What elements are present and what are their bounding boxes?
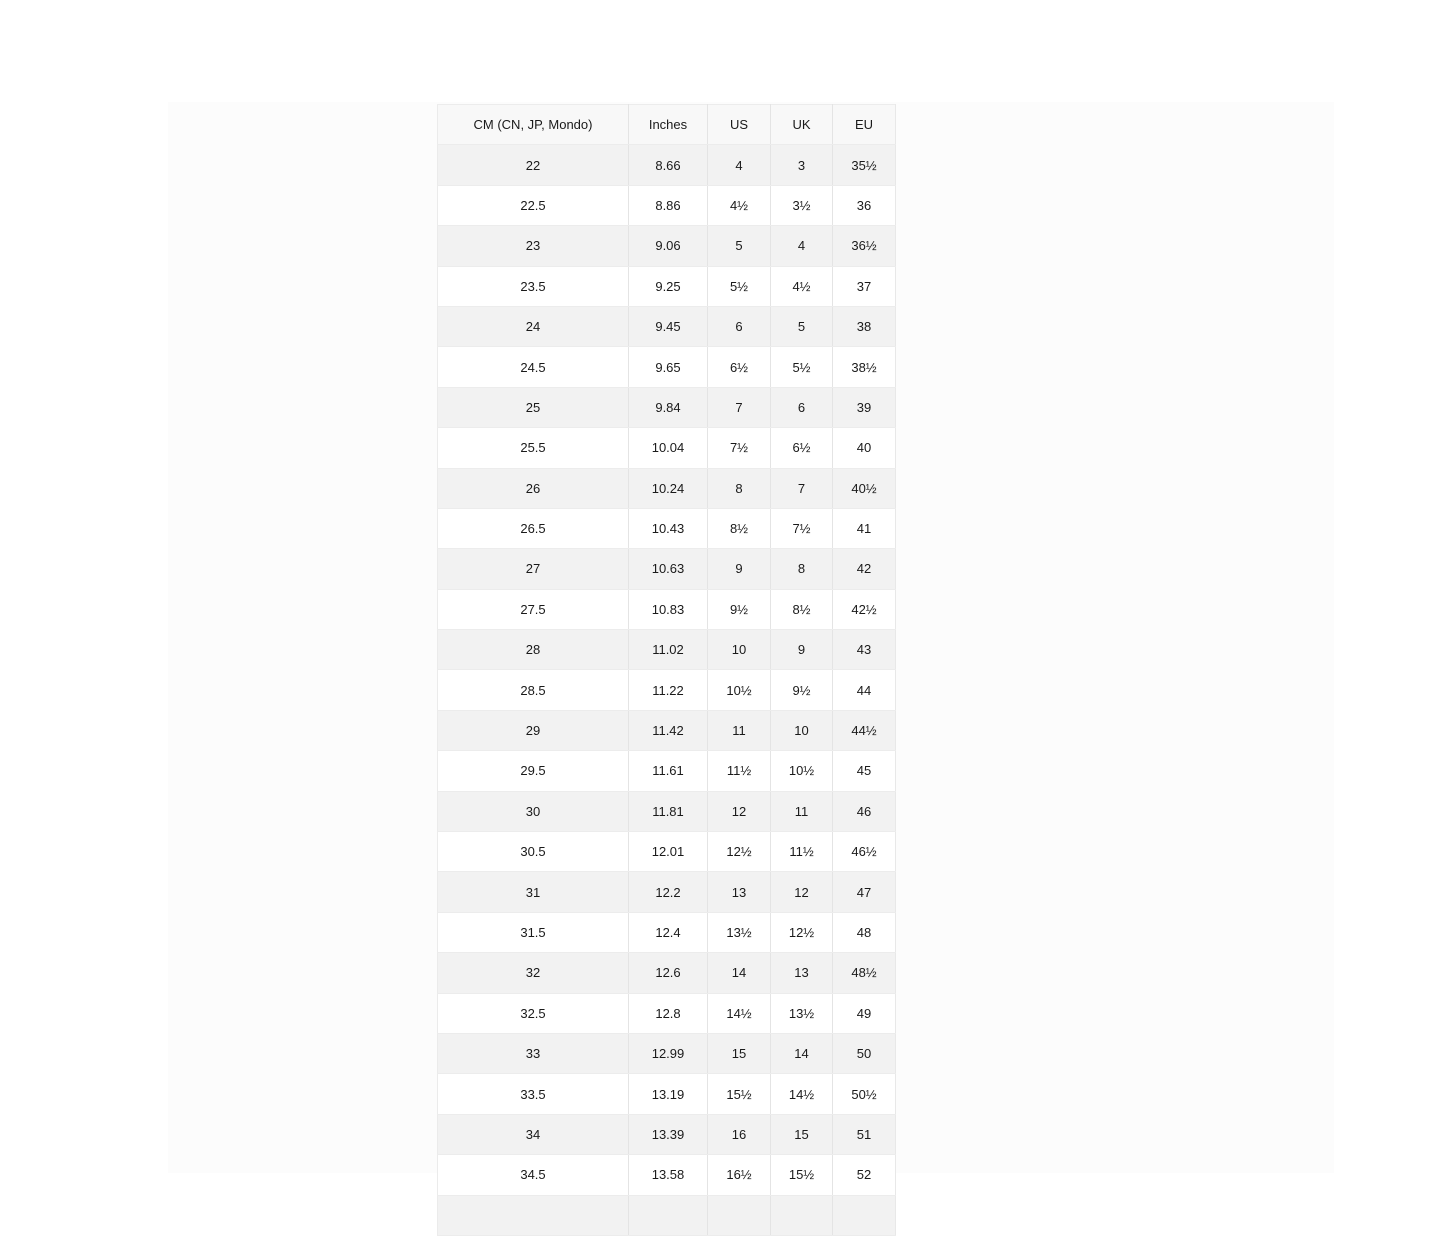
cell-uk: 4½ [771,266,833,306]
cell-uk: 8 [771,549,833,589]
cell-inches: 8.66 [629,145,708,185]
cell-uk: 15 [771,1114,833,1154]
table-row [438,468,896,508]
table-row [438,306,896,346]
size-chart-table [437,104,896,1236]
cell-eu: 44 [833,670,896,710]
cell-cm: 22.5 [438,185,629,225]
cell-cm: 24.5 [438,347,629,387]
cell-us: 12½ [708,832,771,872]
cell-cm: 23 [438,226,629,266]
cell-cm: 23.5 [438,266,629,306]
table-row [438,145,896,185]
cell-cm: 33.5 [438,1074,629,1114]
cell-uk: 11½ [771,832,833,872]
cell-us [708,1195,771,1235]
cell-inches: 9.65 [629,347,708,387]
cell-uk: 5½ [771,347,833,387]
cell-uk: 10 [771,710,833,750]
cell-us: 10½ [708,670,771,710]
cell-cm: 31 [438,872,629,912]
cell-inches: 12.8 [629,993,708,1033]
cell-us: 12 [708,791,771,831]
cell-us: 8½ [708,508,771,548]
cell-uk: 12½ [771,912,833,952]
cell-cm: 25.5 [438,428,629,468]
header-inches: Inches [629,105,708,145]
cell-us: 5½ [708,266,771,306]
cell-uk: 13½ [771,993,833,1033]
cell-uk: 6 [771,387,833,427]
table-row [438,872,896,912]
cell-us: 14½ [708,993,771,1033]
cell-cm: 27 [438,549,629,589]
cell-inches: 11.42 [629,710,708,750]
table-row [438,387,896,427]
table-row [438,266,896,306]
cell-eu: 52 [833,1155,896,1195]
table-row [438,630,896,670]
cell-inches: 11.61 [629,751,708,791]
cell-cm: 26 [438,468,629,508]
cell-us: 7 [708,387,771,427]
cell-cm: 27.5 [438,589,629,629]
cell-inches [629,1195,708,1235]
table-row [438,1033,896,1073]
table-row [438,508,896,548]
cell-us: 4½ [708,185,771,225]
cell-eu: 38½ [833,347,896,387]
cell-us: 6½ [708,347,771,387]
cell-us: 13 [708,872,771,912]
table-row [438,993,896,1033]
cell-inches: 8.86 [629,185,708,225]
cell-uk: 9 [771,630,833,670]
cell-inches: 13.19 [629,1074,708,1114]
cell-inches: 10.83 [629,589,708,629]
cell-eu: 50 [833,1033,896,1073]
table-row [438,710,896,750]
cell-us: 8 [708,468,771,508]
cell-inches: 10.63 [629,549,708,589]
size-chart-table-container [437,104,895,1183]
cell-inches: 10.43 [629,508,708,548]
cell-eu: 50½ [833,1074,896,1114]
cell-inches: 12.4 [629,912,708,952]
table-row [438,670,896,710]
cell-eu: 42 [833,549,896,589]
cell-eu: 46 [833,791,896,831]
cell-uk: 3½ [771,185,833,225]
cell-eu: 38 [833,306,896,346]
cell-uk: 13 [771,953,833,993]
cell-uk: 14 [771,1033,833,1073]
cell-eu: 44½ [833,710,896,750]
cell-eu [833,1195,896,1235]
cell-cm: 26.5 [438,508,629,548]
cell-us: 10 [708,630,771,670]
table-row [438,912,896,952]
cell-us: 5 [708,226,771,266]
cell-inches: 9.45 [629,306,708,346]
cell-inches: 13.58 [629,1155,708,1195]
cell-inches: 12.2 [629,872,708,912]
cell-inches: 11.02 [629,630,708,670]
table-row [438,832,896,872]
cell-eu: 40 [833,428,896,468]
cell-cm: 33 [438,1033,629,1073]
cell-eu: 51 [833,1114,896,1154]
cell-uk: 11 [771,791,833,831]
cell-inches: 10.24 [629,468,708,508]
cell-eu: 36½ [833,226,896,266]
cell-cm: 28 [438,630,629,670]
cell-eu: 43 [833,630,896,670]
cell-uk: 14½ [771,1074,833,1114]
size-chart-header [438,105,896,145]
cell-cm: 30 [438,791,629,831]
cell-inches: 9.25 [629,266,708,306]
table-row [438,1155,896,1195]
cell-cm: 29 [438,710,629,750]
cell-uk: 4 [771,226,833,266]
cell-inches: 10.04 [629,428,708,468]
header-cm: CM (CN, JP, Mondo) [438,105,629,145]
cell-cm: 28.5 [438,670,629,710]
cell-us: 11½ [708,751,771,791]
header-row [438,105,896,145]
cell-cm: 24 [438,306,629,346]
table-row [438,751,896,791]
cell-uk: 6½ [771,428,833,468]
cell-eu: 37 [833,266,896,306]
table-row [438,791,896,831]
cell-us: 11 [708,710,771,750]
cell-inches: 9.84 [629,387,708,427]
cell-us: 15½ [708,1074,771,1114]
table-row [438,549,896,589]
cell-inches: 11.81 [629,791,708,831]
cell-cm: 29.5 [438,751,629,791]
cell-cm: 31.5 [438,912,629,952]
table-row [438,347,896,387]
cell-uk: 12 [771,872,833,912]
cell-inches: 12.6 [629,953,708,993]
cell-us: 9½ [708,589,771,629]
cell-eu: 47 [833,872,896,912]
table-row [438,185,896,225]
cell-us: 13½ [708,912,771,952]
table-row [438,1195,896,1235]
cell-uk: 8½ [771,589,833,629]
cell-eu: 48 [833,912,896,952]
cell-cm: 30.5 [438,832,629,872]
header-us: US [708,105,771,145]
table-row [438,589,896,629]
cell-us: 16 [708,1114,771,1154]
cell-cm [438,1195,629,1235]
header-uk: UK [771,105,833,145]
cell-eu: 48½ [833,953,896,993]
cell-inches: 12.99 [629,1033,708,1073]
size-chart-body [438,145,896,1236]
cell-eu: 40½ [833,468,896,508]
cell-cm: 34 [438,1114,629,1154]
cell-uk: 10½ [771,751,833,791]
cell-inches: 11.22 [629,670,708,710]
cell-uk: 5 [771,306,833,346]
cell-us: 15 [708,1033,771,1073]
cell-eu: 35½ [833,145,896,185]
cell-uk: 15½ [771,1155,833,1195]
cell-us: 4 [708,145,771,185]
table-row [438,428,896,468]
cell-eu: 49 [833,993,896,1033]
table-row [438,1074,896,1114]
table-row [438,1114,896,1154]
cell-inches: 12.01 [629,832,708,872]
cell-inches: 9.06 [629,226,708,266]
cell-cm: 22 [438,145,629,185]
cell-eu: 41 [833,508,896,548]
cell-us: 7½ [708,428,771,468]
cell-uk: 7 [771,468,833,508]
cell-inches: 13.39 [629,1114,708,1154]
cell-cm: 32.5 [438,993,629,1033]
cell-us: 14 [708,953,771,993]
cell-cm: 32 [438,953,629,993]
table-row [438,953,896,993]
cell-uk: 7½ [771,508,833,548]
cell-eu: 42½ [833,589,896,629]
table-row [438,226,896,266]
cell-us: 9 [708,549,771,589]
cell-us: 16½ [708,1155,771,1195]
cell-eu: 45 [833,751,896,791]
cell-uk [771,1195,833,1235]
cell-cm: 34.5 [438,1155,629,1195]
cell-us: 6 [708,306,771,346]
cell-eu: 36 [833,185,896,225]
cell-cm: 25 [438,387,629,427]
cell-uk: 3 [771,145,833,185]
cell-eu: 39 [833,387,896,427]
cell-eu: 46½ [833,832,896,872]
header-eu: EU [833,105,896,145]
cell-uk: 9½ [771,670,833,710]
